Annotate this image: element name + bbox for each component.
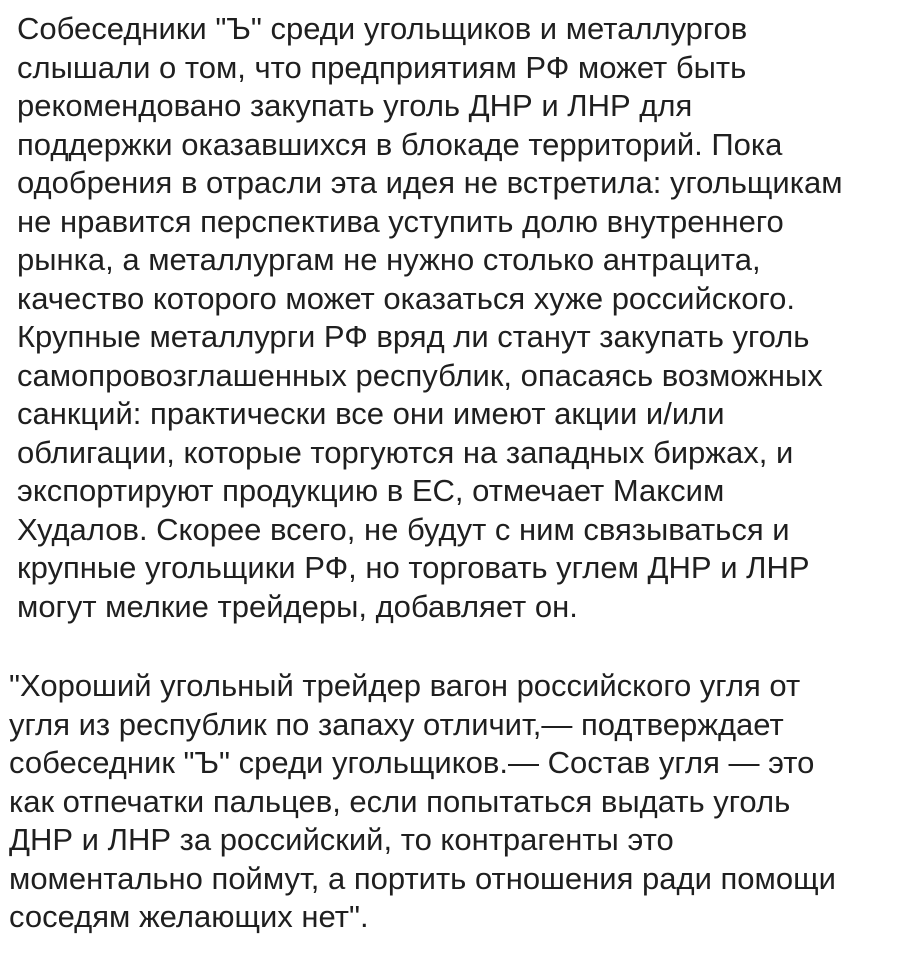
text-line: как отпечатки пальцев, если попытаться выдать уголь (9, 783, 791, 819)
text-line: самопровозглашенных республик, опасаясь возможных (17, 357, 823, 393)
text-line: могут мелкие трейдеры, добавляет он. (17, 588, 578, 624)
text-line: слышали о том, что предприятиям РФ может быть (17, 49, 747, 85)
text-line: соседям желающих нет". (9, 899, 369, 934)
text-line: Худалов. Скорее всего, не будут с ним связываться и (17, 511, 790, 547)
text-line: моментально поймут, а портить отношения ради помощи (9, 860, 836, 896)
text-line: ДНР и ЛНР за российский, то контрагенты это (9, 822, 674, 857)
text-line: рекомендовано закупать уголь ДНР и ЛНР для (17, 88, 693, 123)
text-line: качество которого может оказаться хуже российского. (17, 280, 795, 316)
text-line: Крупные металлурги РФ вряд ли станут закупать уголь (17, 319, 810, 354)
article-paragraph-2-quote (9, 667, 907, 937)
text-line: облигации, которые торгуются на западных биржах, и (17, 434, 794, 470)
text-line: одобрения в отрасли эта идея не встретила: угольщикам (17, 165, 843, 200)
text-line: экспортируют продукцию в ЕС, отмечает Максим (17, 473, 725, 508)
text-line: крупные угольщики РФ, но торговать углем ДНР и ЛНР (17, 550, 810, 585)
text-line: санкций: практически все они имеют акции и/или (17, 396, 725, 431)
text-line: поддержки оказавшихся в блокаде территорий. Пока (17, 126, 783, 162)
text-line: собеседник "Ъ" среди угольщиков.— Состав угля — это (9, 745, 815, 780)
text-line: Собеседники "Ъ" среди угольщиков и металлургов (17, 11, 748, 46)
article-paragraph-1 (17, 10, 907, 626)
text-line: угля из республик по запаху отличит,— подтверждает (9, 706, 784, 742)
text-line: "Хороший угольный трейдер вагон российского угля от (9, 668, 801, 703)
text-line: не нравится перспектива уступить долю внутреннего (17, 203, 784, 239)
text-line: рынка, а металлургам не нужно столько антрацита, (17, 242, 761, 277)
